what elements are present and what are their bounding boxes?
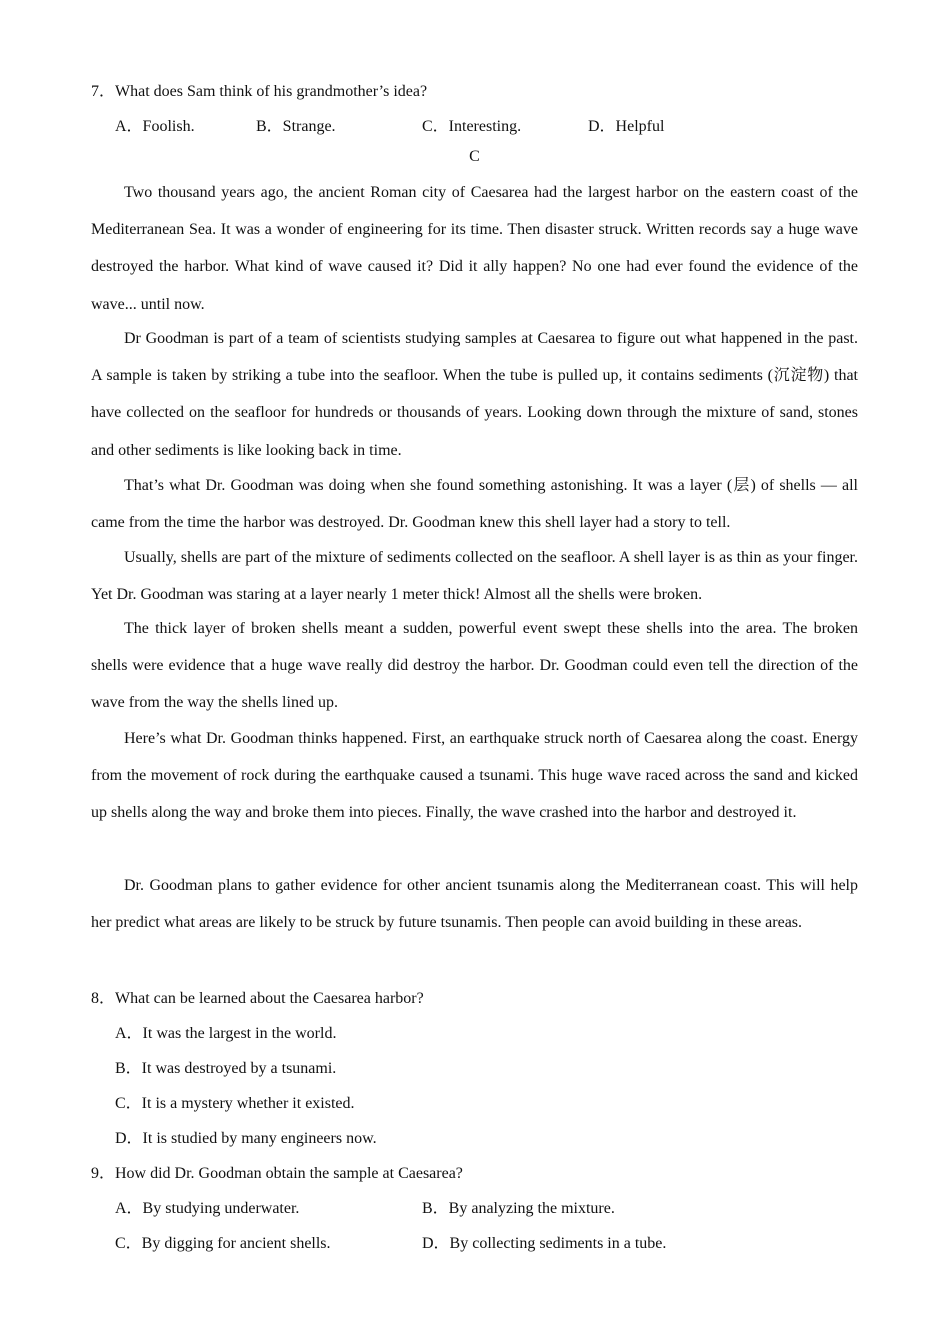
question-8-option-c: C．It is a mystery whether it existed. bbox=[115, 1095, 355, 1112]
passage-paragraph-1: Two thousand years ago, the ancient Roman city of Caesarea had the largest harbor on the eastern coast of the Mediterranean Sea. It was a wonder of engineering for its time. Then disaster struck. Written records say a huge wave destroyed the harbor. What kind of wave caused it? Did it ally happen? No one had ever found the evidence of the wave... until now. bbox=[91, 184, 858, 313]
question-7-option-d: D．Helpful bbox=[588, 118, 665, 135]
question-8-option-d: D．It is studied by many engineers now. bbox=[115, 1130, 377, 1147]
question-8-option-b: B．It was destroyed by a tsunami. bbox=[115, 1060, 337, 1077]
question-8-stem: 8．What can be learned about the Caesarea harbor? bbox=[91, 990, 424, 1007]
passage-paragraph-4: Usually, shells are part of the mixture of sediments collected on the seafloor. A shell layer is as thin as your finger. Yet Dr. Goodman was staring at a layer nearly 1 meter thick! Almost all the shells were broken. bbox=[91, 549, 858, 604]
question-9-stem: 9．How did Dr. Goodman obtain the sample at Caesarea? bbox=[91, 1165, 463, 1182]
question-9-option-d: D．By collecting sediments in a tube. bbox=[422, 1235, 667, 1252]
question-9-option-c: C．By digging for ancient shells. bbox=[115, 1235, 331, 1252]
passage-paragraph-2: Dr Goodman is part of a team of scientists studying samples at Caesarea to figure out what happened in the past. A sample is taken by striking a tube into the seafloor. When the tube is pulled up, it contains sediments (沉淀物) that have collected on the seafloor for hundreds or thousands of years. Looking down through the mixture of sand, stones and other sediments is like looking back in time. bbox=[91, 330, 858, 459]
question-9-option-b: B．By analyzing the mixture. bbox=[422, 1200, 615, 1217]
passage-paragraph-5: The thick layer of broken shells meant a sudden, powerful event swept these shells into the area. The broken shells were evidence that a huge wave really did destroy the harbor. Dr. Goodman could even tell the direction of the wave from the way the shells lined up. bbox=[91, 620, 858, 712]
section-label: C bbox=[469, 148, 480, 165]
question-9-option-a: A．By studying underwater. bbox=[115, 1200, 300, 1217]
question-7-option-b: B．Strange. bbox=[256, 118, 336, 135]
passage-paragraph-6: Here’s what Dr. Goodman thinks happened. First, an earthquake struck north of Caesarea along the coast. Energy from the movement of rock during the earthquake caused a tsunami. This huge wave raced across the sand and kicked up shells along the way and broke them into pieces. Finally, the wave crashed into the harbor and destroyed it. bbox=[91, 730, 858, 822]
question-7-stem: 7．What does Sam think of his grandmother’s idea? bbox=[91, 83, 428, 100]
question-7-option-a: A．Foolish. bbox=[115, 118, 195, 135]
question-7-option-c: C．Interesting. bbox=[422, 118, 522, 135]
passage-paragraph-3: That’s what Dr. Goodman was doing when she found something astonishing. It was a layer (层) of shells — all came from the time the harbor was destroyed. Dr. Goodman knew this shell layer had a story to tell. bbox=[91, 477, 858, 532]
passage-paragraph-7: Dr. Goodman plans to gather evidence for other ancient tsunamis along the Mediterranean coast. This will help her predict what areas are likely to be struck by future tsunamis. Then people can avoid building in these areas. bbox=[91, 877, 858, 932]
question-8-option-a: A．It was the largest in the world. bbox=[115, 1025, 337, 1042]
